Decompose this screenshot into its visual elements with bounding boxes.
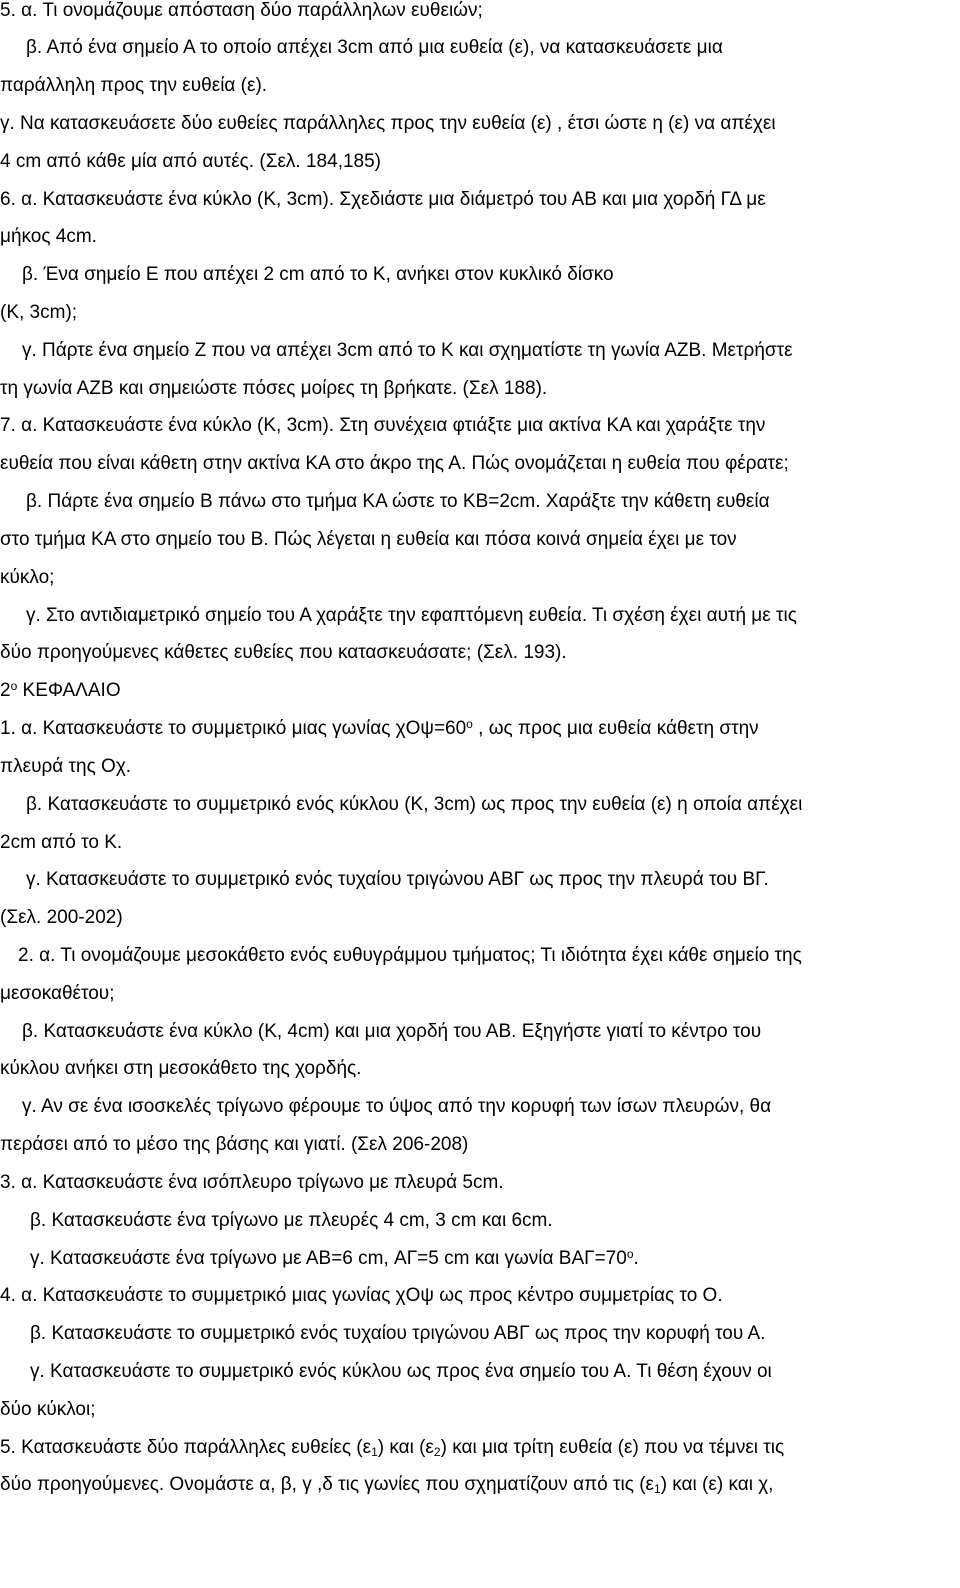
text-line: β. Κατασκευάστε ένα κύκλο (Κ, 4cm) και μια χορδή του ΑΒ. Εξηγήστε γιατί το κέντρο του (22, 1021, 762, 1042)
text-line: γ. Κατασκευάστε ένα τρίγωνο με ΑΒ=6 cm, ΑΓ=5 cm και γωνία $BA\Gamma=70^o$. (30, 1247, 639, 1269)
text-line: γ. Πάρτε ένα σημείο Ζ που να απέχει 3cm από το Κ και σχηματίστε τη γωνία ΑΖΒ. Μετρήστε (22, 340, 793, 361)
text-line: β. Κατασκευάστε το συμμετρικό ενός τυχαίου τριγώνου ΑΒΓ ως προς την κορυφή του Α. (30, 1323, 766, 1344)
text-line: (Σελ. 200-202) (0, 907, 123, 928)
text-line: γ. Αν σε ένα ισοσκελές τρίγωνο φέρουμε το ύψος από την κορυφή των ίσων πλευρών, θα (22, 1096, 772, 1117)
text-line: 1. α. Κατασκευάστε το συμμετρικό μιας γωνίας $\chi O\psi=60^o$ , ως προς μια ευθεία κάθετη στην (0, 717, 759, 739)
text-line: γ. Να κατασκευάσετε δύο ευθείες παράλληλες προς την ευθεία (ε) , έτσι ώστε η (ε) να απέχει (0, 113, 776, 134)
text-line: μεσοκαθέτου; (0, 983, 115, 1004)
text-line: μήκος 4cm. (0, 226, 97, 247)
text-line: δύο κύκλοι; (0, 1399, 96, 1420)
text-line: (Κ, 3cm); (0, 302, 78, 323)
text-line: β. Κατασκευάστε το συμμετρικό ενός κύκλου (Κ, 3cm) ως προς την ευθεία (ε) η οποία απέχει (26, 794, 803, 815)
text-line: β. Ένα σημείο Ε που απέχει 2 cm από το Κ, ανήκει στον κυκλικό δίσκο (22, 264, 614, 285)
text-line: γ. Κατασκευάστε το συμμετρικό ενός κύκλου ως προς ένα σημείο του Α. Τι θέση έχουν οι (30, 1361, 772, 1382)
text-line: στο τμήμα ΚΑ στο σημείο του Β. Πώς λέγεται η ευθεία και πόσα κοινά σημεία έχει με τον (0, 529, 737, 550)
text-line: πλευρά της Οχ. (0, 756, 132, 777)
text-line: 5. α. Τι ονομάζουμε απόσταση δύο παράλληλων ευθειών; (0, 0, 483, 21)
text-line: κύκλου ανήκει στη μεσοκάθετο της χορδής. (0, 1058, 362, 1079)
text-line: τη γωνία ΑΖΒ και σημειώστε πόσες μοίρες τη βρήκατε. (Σελ 188). (0, 378, 548, 399)
text-line: 6. α. Κατασκευάστε ένα κύκλο (Κ, 3cm). Σχεδιάστε μια διάμετρό του ΑΒ και μια χορδή ΓΔ με (0, 189, 766, 210)
text-line: 5. Κατασκευάστε δύο παράλληλες ευθείες $(\varepsilon_1)$ και $(\varepsilon_2)$ και μια τρίτη ευθεία (ε) που να τέμνει τις (0, 1437, 785, 1459)
text-line: 7. α. Κατασκευάστε ένα κύκλο (Κ, 3cm). Στη συνέχεια φτιάξτε μια ακτίνα ΚΑ και χαράξτε την (0, 415, 766, 436)
text-line: παράλληλη προς την ευθεία (ε). (0, 75, 268, 96)
text-line: β. Πάρτε ένα σημείο Β πάνω στο τμήμα ΚΑ ώστε το ΚΒ=2cm. Χαράξτε την κάθετη ευθεία (26, 491, 770, 512)
text-line: γ. Κατασκευάστε το συμμετρικό ενός τυχαίου τριγώνου ΑΒΓ ως προς την πλευρά του ΒΓ. (26, 869, 769, 890)
text-line: 3. α. Κατασκευάστε ένα ισόπλευρο τρίγωνο με πλευρά 5cm. (0, 1172, 504, 1193)
text-line: ευθεία που είναι κάθετη στην ακτίνα ΚΑ στο άκρο της Α. Πώς ονομάζεται η ευθεία που φέρατε; (0, 453, 789, 474)
text-line: 4 cm από κάθε μία από αυτές. (Σελ. 184,185) (0, 151, 382, 172)
text-line: 2cm από το Κ. (0, 832, 123, 853)
chapter-heading: $2^o$ ΚΕΦΑΛΑΙΟ (0, 679, 121, 701)
text-line: β. Κατασκευάστε ένα τρίγωνο με πλευρές 4 cm, 3 cm και 6cm. (30, 1210, 553, 1231)
text-line: β. Από ένα σημείο Α το οποίο απέχει 3cm από μια ευθεία (ε), να κατασκευάσετε μια (26, 37, 723, 58)
text-line: περάσει από το μέσο της βάσης και γιατί. (Σελ 206-208) (0, 1134, 469, 1155)
text-line: κύκλο; (0, 567, 55, 588)
text-line: δύο προηγούμενες κάθετες ευθείες που κατασκευάσατε; (Σελ. 193). (0, 642, 567, 663)
text-line: δύο προηγούμενες. Ονομάστε α, β, γ ,δ τις γωνίες που σχηματίζουν από τις $(\varepsilon_1)$ και (ε) και χ, (0, 1474, 774, 1496)
text-line: 4. α. Κατασκευάστε το συμμετρικό μιας γωνίας χΟψ ως προς κέντρο συμμετρίας το Ο. (0, 1285, 723, 1306)
text-line: 2. α. Τι ονομάζουμε μεσοκάθετο ενός ευθυγράμμου τμήματος; Τι ιδιότητα έχει κάθε σημείο της (18, 945, 802, 966)
text-line: γ. Στο αντιδιαμετρικό σημείο του Α χαράξτε την εφαπτόμενη ευθεία. Τι σχέση έχει αυτή με τις (26, 605, 797, 626)
